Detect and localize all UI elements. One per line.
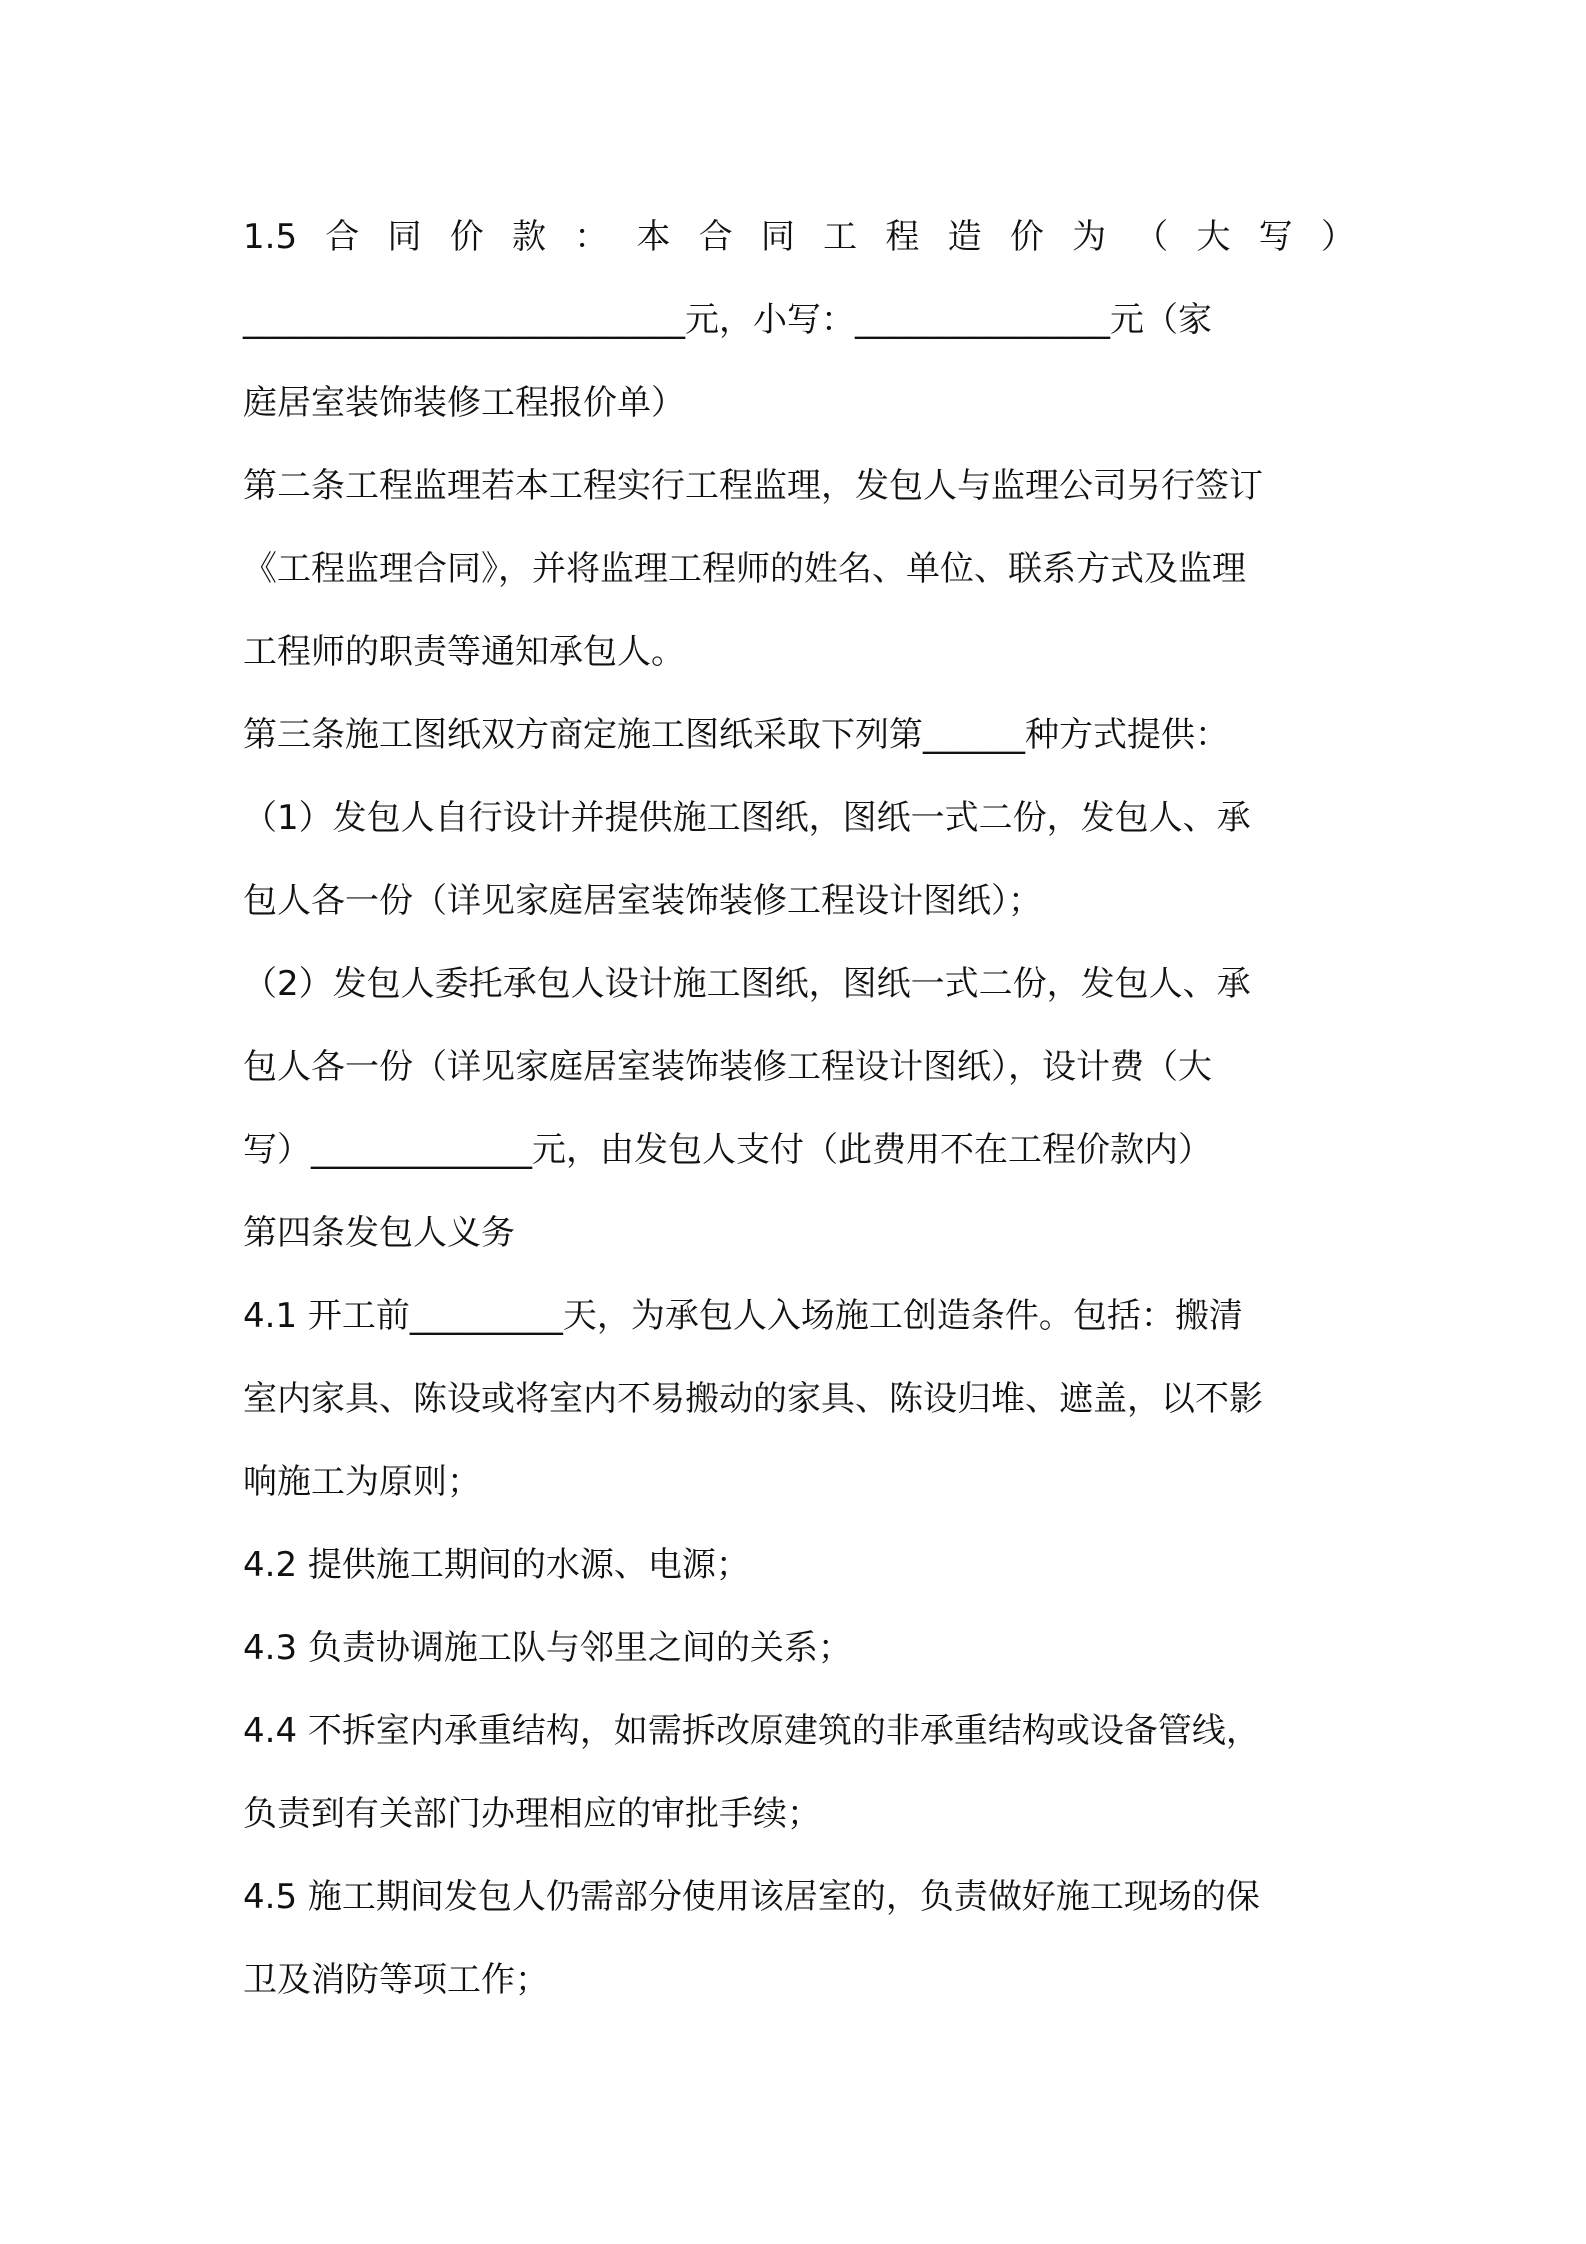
clause-4-4-line-1: 4.4 不拆室内承重结构，如需拆改原建筑的非承重结构或设备管线， bbox=[243, 1711, 1260, 1751]
article-3-drawings-line: 第三条施工图纸双方商定施工图纸采取下列第______种方式提供： bbox=[243, 715, 1229, 755]
document-body bbox=[243, 196, 1355, 2022]
article-4-heading: 第四条发包人义务 bbox=[243, 1213, 515, 1253]
clause-1-5-contract-price: 1.5合同价款：本合同工程造价为（大写） bbox=[243, 217, 1355, 257]
clause-4-1-line-2: 室内家具、陈设或将室内不易搬动的家具、陈设归堆、遮盖，以不影 bbox=[243, 1379, 1263, 1419]
drawings-option-2-line-3: 写）_____________元，由发包人支付（此费用不在工程价款内） bbox=[243, 1130, 1212, 1170]
article-2-supervision-line-3: 工程师的职责等通知承包人。 bbox=[243, 632, 685, 672]
contract-price-amount-line: __________________________元，小写：_______________元（家 bbox=[243, 300, 1212, 340]
clause-4-2: 4.2 提供施工期间的水源、电源； bbox=[243, 1545, 750, 1585]
clause-4-5-line-2: 卫及消防等项工作； bbox=[243, 1960, 549, 2000]
clause-4-3: 4.3 负责协调施工队与邻里之间的关系； bbox=[243, 1628, 852, 1668]
contract-price-quote-reference: 庭居室装饰装修工程报价单） bbox=[243, 383, 685, 423]
clause-4-1-line-1: 4.1 开工前_________天，为承包人入场施工创造条件。包括：搬清 bbox=[243, 1296, 1243, 1336]
drawings-option-2-line-1: （2）发包人委托承包人设计施工图纸，图纸一式二份，发包人、承 bbox=[243, 964, 1251, 1004]
clause-4-4-line-2: 负责到有关部门办理相应的审批手续； bbox=[243, 1794, 821, 1834]
article-2-supervision-line-1: 第二条工程监理若本工程实行工程监理，发包人与监理公司另行签订 bbox=[243, 466, 1263, 506]
drawings-option-1-line-1: （1）发包人自行设计并提供施工图纸，图纸一式二份，发包人、承 bbox=[243, 798, 1251, 838]
drawings-option-2-line-2: 包人各一份（详见家庭居室装饰装修工程设计图纸），设计费（大 bbox=[243, 1047, 1212, 1087]
clause-4-1-line-3: 响施工为原则； bbox=[243, 1462, 481, 1502]
article-2-supervision-line-2: 《工程监理合同》，并将监理工程师的姓名、单位、联系方式及监理 bbox=[243, 549, 1246, 589]
drawings-option-1-line-2: 包人各一份（详见家庭居室装饰装修工程设计图纸）； bbox=[243, 881, 1042, 921]
clause-4-5-line-1: 4.5 施工期间发包人仍需部分使用该居室的，负责做好施工现场的保 bbox=[243, 1877, 1260, 1917]
